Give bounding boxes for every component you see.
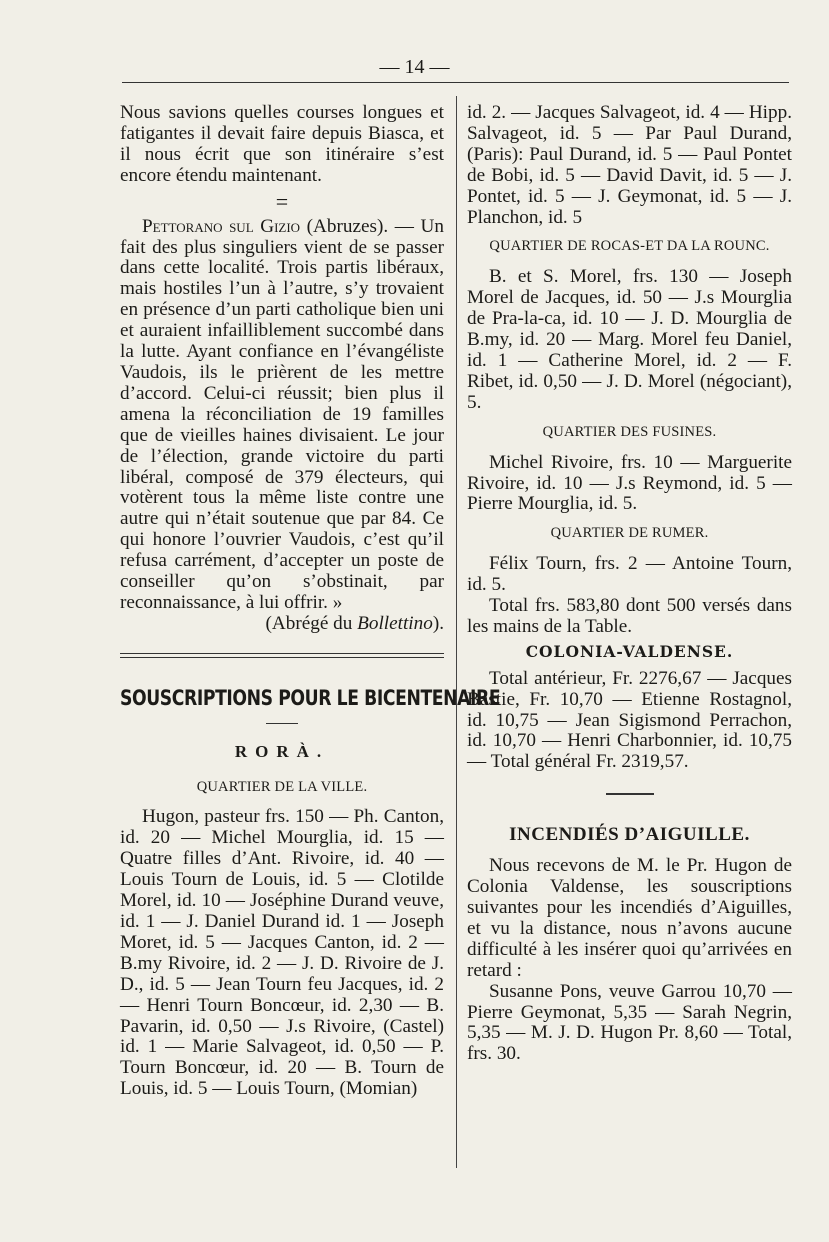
quartier-ville-heading: QUARTIER DE LA VILLE.	[196, 778, 368, 795]
colonia-heading: COLONIA-VALDENSE.	[525, 641, 734, 661]
paragraph-pettorano	[120, 217, 444, 614]
column-divider	[456, 96, 457, 1168]
fusines-subscriptions: Michel Rivoire, frs. 10 — Marguerite Rivoire, id. 10 — J.s Reymond, id. 5 — Pierre Mourglia, id. 5.	[467, 451, 792, 515]
page-number: — 14 —	[379, 56, 450, 78]
attribution-suffix: ).	[432, 612, 444, 634]
rora-heading: RORÀ.	[234, 741, 330, 761]
continued-subscriptions: id. 2. — Jacques Salvageot, id. 4 — Hipp. Salvageot, id. 5 — Par Paul Durand, (Paris): Paul Durand, id. 5 — Paul Pontet de Bobi, id. 5 — David Davit, id. 5 — J. Pontet, id. 5 — J. Geymonat, id. 5 — J. Planchon, id. 5	[467, 102, 792, 228]
rocas-subscriptions: B. et S. Morel, frs. 130 — Joseph Morel de Jacques, id. 50 — J.s Mourglia de Pra-la-ca, id. 10 — J. D. Mourglia de B.my, id. 20 — Marg. Morel feu Daniel, id. 1 — Catherine Morel, id. 2 — F. Ribet, id. 0,50 — J. D. Morel (négociant), 5.	[467, 266, 792, 413]
incendies-intro: Nous recevons de M. le Pr. Hugon de Colonia Valdense, les souscriptions suivantes pour les incendiés d’Aiguilles, et vu la distance, nous n’avons aucune difficulté à les insérer quoi qu’arrivées en retard :	[467, 855, 792, 981]
short-rule-2	[606, 793, 654, 795]
incendies-subscriptions: Susanne Pons, veuve Garrou 10,70 — Pierre Geymonat, 5,35 — Sarah Negrin, 5,35 — M. J. D. Hugon Pr. 8,60 — Total, frs. 30.	[467, 980, 792, 1065]
pettorano-body: (Abruzes). — Un fait des plus singuliers vient de se passer dans cette localité. Trois partis libéraux, mais hostiles l’un à l’autre, s’y trovaient en présence d’un parti catholique bien uni et auraient infailliblement succombé dans la lutte. Ayant confiance en l’évangéliste Vaudois, ils le prièrent de les mettre d’accord. Celui-ci réussit; bien plus il amena la réconciliation de 19 familles que de vieilles haines divisaient. Le jour de l’élection, grande victoire du parti libéral, composé de 379 électeurs, qui votèrent tous la même liste contre une autre qui n’était soutenue que par 84. Ce qui honore l’ouvrier Vaudois, c’est qu’il refusa carrément, d’accepter un poste de conseiller qu’on s’obstinait, par reconnaissance, à lui offrir. »	[120, 215, 444, 613]
rora-total: Total frs. 583,80 dont 500 versés dans les mains de la Table.	[467, 595, 792, 637]
attribution-prefix: (Abrégé du	[265, 612, 358, 634]
ville-subscriptions: Hugon, pasteur frs. 150 — Ph. Canton, id. 20 — Michel Mourglia, id. 15 — Quatre filles d’Ant. Rivoire, id. 40 — Louis Tourn de Louis, id. 5 — Clotilde Morel, id. 10 — Joséphine Durand veuve, id. 1 — J. Daniel Durand id. 1 — Joseph Moret, id. 5 — Jacques Canton, id. 2 — B.my Rivoire, id. 2 — J. D. Rivoire de J. D., id. 5 — Jean Tourn feu Jacques, id. 2 — Henri Tourn Boncœur, id. 2,30 — B. Pavarin, id. 0,50 — J.s Rivoire, (Castel) id. 1 — Marie Salvageot, id. 0,50 — P. Tourn Boncœur, id. 20 — B. Tourn de Louis, id. 5 — Louis Tourn, (Momian)	[120, 806, 444, 1100]
attribution-source: Bollettino	[357, 612, 433, 634]
header-rule	[122, 82, 789, 83]
quartier-rumer-heading: QUARTIER DE RUMER.	[550, 525, 709, 542]
quartier-fusines-heading: QUARTIER DES FUSINES.	[542, 423, 717, 440]
colonia-subscriptions: Total antérieur, Fr. 2276,67 — Jacques Bastie, Fr. 10,70 — Etienne Rostagnol, id. 10,75 — Jean Sigismond Perrachon, id. 10,70 — Henri Charbonnier, id. 10,75 — Total général Fr. 2319,57.	[467, 667, 792, 773]
source-attribution	[120, 614, 444, 635]
incendies-heading: INCENDIÉS D’AIGUILLE.	[509, 824, 750, 846]
paragraph-biasca: Nous savions quelles courses longues et fatigantes il devait faire depuis Biasca, et il nous écrit que son itinéraire s’est encore étendu maintenant.	[120, 102, 444, 186]
short-rule	[266, 723, 298, 724]
left-column	[120, 102, 501, 1100]
pettorano-heading: Pettorano sul Gizio	[142, 215, 301, 237]
souscriptions-heading: SOUSCRIPTIONS POUR LE BICENTENAIRE	[120, 685, 501, 710]
right-column	[467, 103, 792, 1065]
section-separator: =	[275, 188, 289, 214]
rumer-subscriptions: Félix Tourn, frs. 2 — Antoine Tourn, id. 5.	[467, 553, 792, 596]
double-rule	[120, 653, 444, 658]
quartier-rocas-heading: QUARTIER DE ROCAS-ET DA LA ROUNC.	[489, 238, 770, 255]
